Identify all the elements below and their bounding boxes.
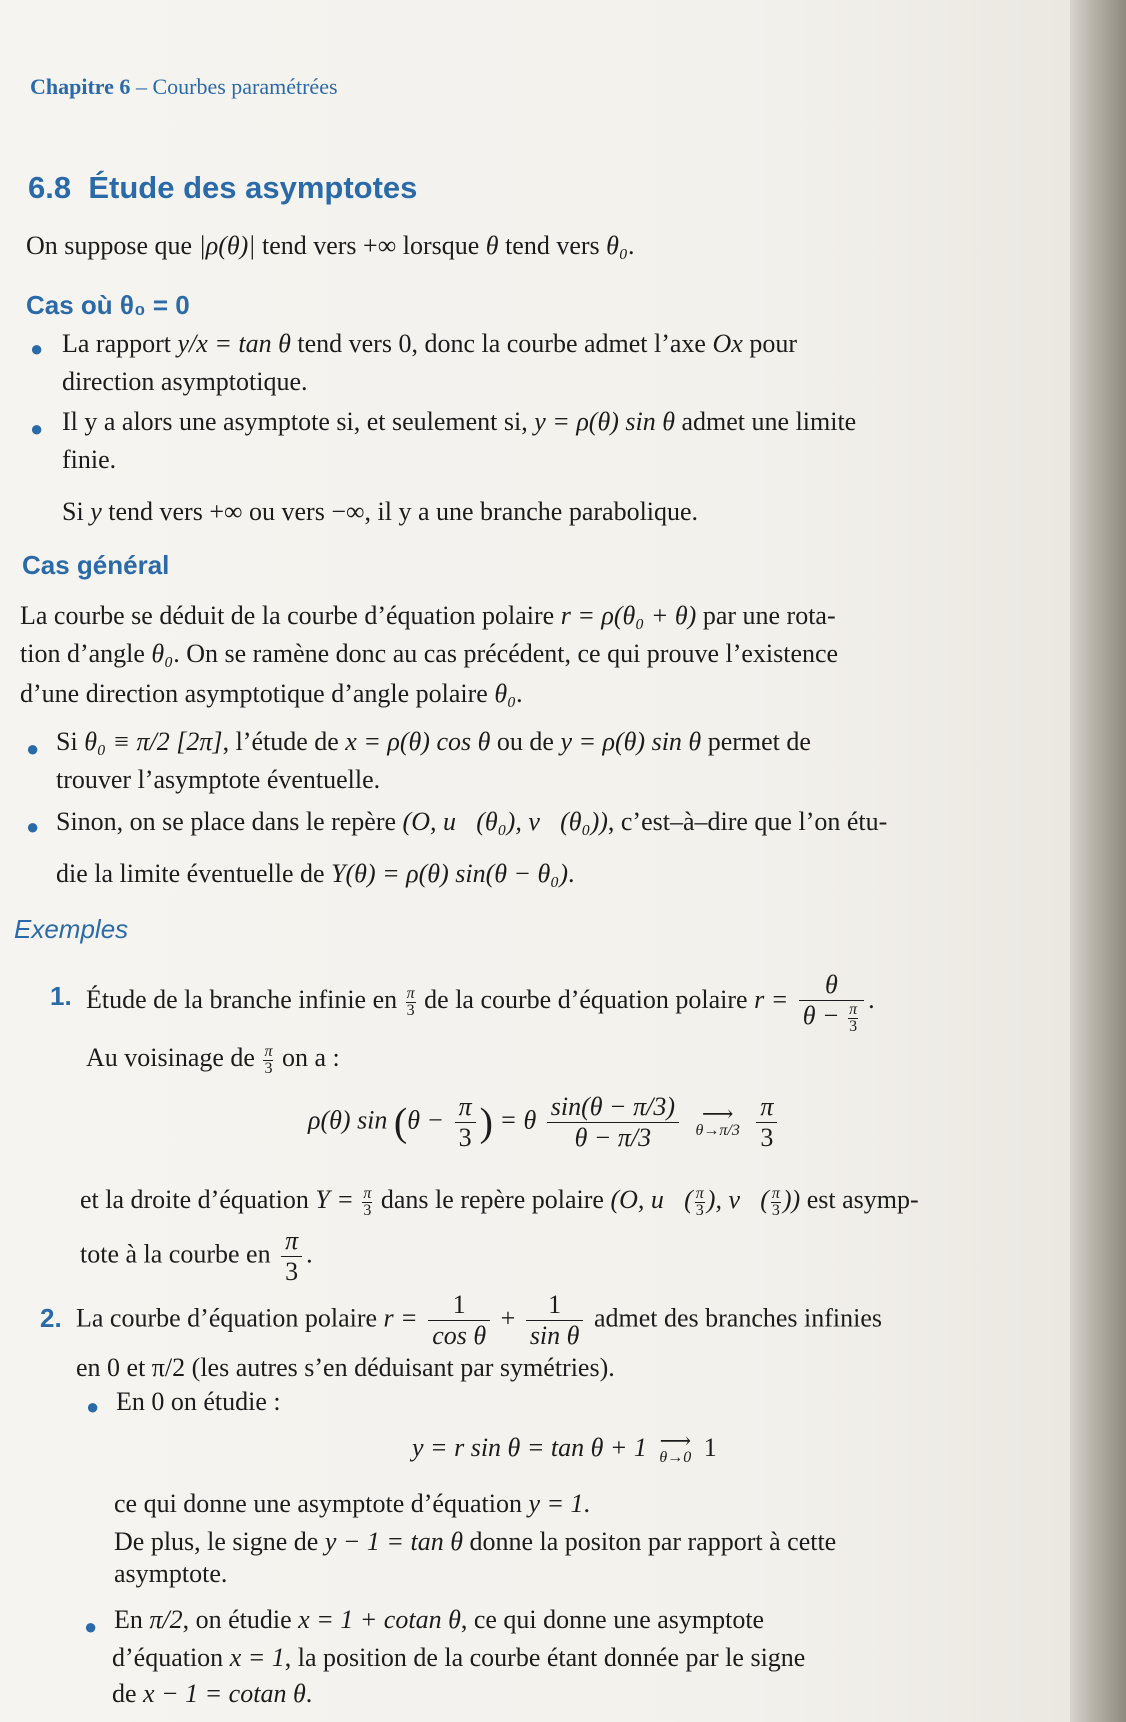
example-1-line-4: et la droite d’équation Y = $\frac{\pi}{3}$ dans le repère polaire (O, u⃗( $\frac{\pi}{3}$ ), v⃗( $\frac{\pi}{3}$ )) est asymp-	[80, 1184, 919, 1219]
case-zero-bullet-2-line-2: finie.	[62, 445, 117, 474]
section-title	[28, 170, 417, 206]
example-1-display-equation: ρ(θ) sin (θ − $\frac{\pi}{3}$ ) = θ $\frac{\sin(\theta - \pi/3)}{\theta - \pi/3}$ ⟶ θ→π/3 $\frac{\pi}{3}$	[308, 1092, 781, 1153]
bullet-marker: ●	[30, 336, 44, 361]
general-paragraph-line-3: d’une direction asymptotique d’angle polaire θ₀.	[20, 679, 523, 708]
chapter-title: Courbes paramétrées	[152, 74, 338, 99]
fraction-r-equation: θ θ − $\frac{\pi}{3}$	[799, 970, 864, 1035]
general-bullet-1-line-1: Si θ₀ ≡ π/2 [2π], l’étude de x = ρ(θ) cos θ ou de y = ρ(θ) sin θ permet de	[56, 727, 811, 756]
case-zero-bullet-2-line-1: Il y a alors une asymptote si, et seulement si, y = ρ(θ) sin θ admet une limite	[62, 407, 857, 436]
example-2-sub-1-line-5: asymptote.	[114, 1559, 228, 1588]
example-1-line-5: tote à la courbe en $\frac{\pi}{3}$ .	[80, 1226, 313, 1286]
case-zero-bullet-2-line-3: Si y tend vers +∞ ou vers −∞, il y a une branche parabolique.	[62, 497, 699, 526]
example-2-number: 2.	[40, 1303, 62, 1333]
example-2-sub-1-line-3: ce qui donne une asymptote d’équation y = 1.	[114, 1489, 591, 1518]
example-2-sub-2-line-3: de x − 1 = cotan θ.	[112, 1679, 313, 1708]
example-2-line-2: en 0 et π/2 (les autres s’en déduisant par symétries).	[76, 1353, 615, 1382]
example-2-sub-1-line-4: De plus, le signe de y − 1 = tan θ donne la positon par rapport à cette	[114, 1527, 837, 1556]
general-bullet-1-line-2: trouver l’asymptote éventuelle.	[56, 765, 381, 794]
facing-page-edge	[1070, 0, 1126, 1722]
running-header: Chapitre 6 – Courbes paramétrées	[30, 74, 338, 99]
bullet-marker: ●	[84, 1614, 98, 1639]
section-heading: Étude des asymptotes	[88, 170, 418, 205]
chapter-label: Chapitre 6	[30, 74, 131, 99]
example-1-line-2: Au voisinage de $\frac{\pi}{3}$ on a :	[86, 1042, 340, 1077]
case-zero-heading: Cas où θ₀ = 0	[26, 290, 190, 320]
example-1-number: 1.	[50, 981, 72, 1011]
example-1-line-1: Étude de la branche infinie en $\frac{\pi}{3}$ de la courbe d’équation polaire r = θ θ − $\frac{\pi}{3}$ .	[86, 970, 875, 1035]
examples-heading: Exemples	[14, 914, 129, 944]
example-2-display-equation: y = r sin θ = tan θ + 1 ⟶ θ→0 1	[412, 1428, 717, 1467]
example-2-sub-2-line-2: d’équation x = 1, la position de la courbe étant donnée par le signe	[112, 1643, 806, 1672]
case-zero-bullet-1-line-2: direction asymptotique.	[62, 367, 308, 396]
general-bullet-2-line-2: die la limite éventuelle de Y(θ) = ρ(θ) sin(θ − θ₀).	[56, 859, 575, 888]
bullet-marker: ●	[26, 736, 40, 761]
bullet-marker: ●	[86, 1394, 100, 1419]
example-2-line-1: La courbe d’équation polaire r = $\frac{1}{\text{cos θ}}$ + $\frac{1}{\text{sin θ}}$ admet des branches infinies	[76, 1290, 883, 1350]
case-zero-bullet-1-line-1: La rapport y/x = tan θ tend vers 0, donc la courbe admet l’axe Ox pour	[62, 329, 797, 358]
general-bullet-2-line-1: Sinon, on se place dans le repère (O, u⃗(θ₀), v⃗(θ₀)), c’est–à–dire que l’on étu-	[56, 807, 888, 836]
general-paragraph-line-1: La courbe se déduit de la courbe d’équation polaire r = ρ(θ₀ + θ) par une rota-	[20, 601, 836, 630]
example-2-sub-2-line-1: En π/2, on étudie x = 1 + cotan θ, ce qui donne une asymptote	[114, 1605, 765, 1634]
bullet-marker: ●	[26, 814, 40, 839]
section-number: 6.8	[28, 170, 72, 205]
general-case-heading: Cas général	[22, 550, 170, 580]
intro-line: On suppose que |ρ(θ)| tend vers +∞ lorsque θ tend vers θ₀.	[26, 231, 635, 260]
bullet-marker: ●	[30, 416, 44, 441]
general-paragraph-line-2: tion d’angle θ₀. On se ramène donc au cas précédent, ce qui prouve l’existence	[20, 639, 839, 668]
example-2-sub-1-line-1: En 0 on étudie :	[116, 1387, 281, 1416]
fraction-pi-over-3: $\frac{\pi}{3}$	[406, 984, 415, 1019]
